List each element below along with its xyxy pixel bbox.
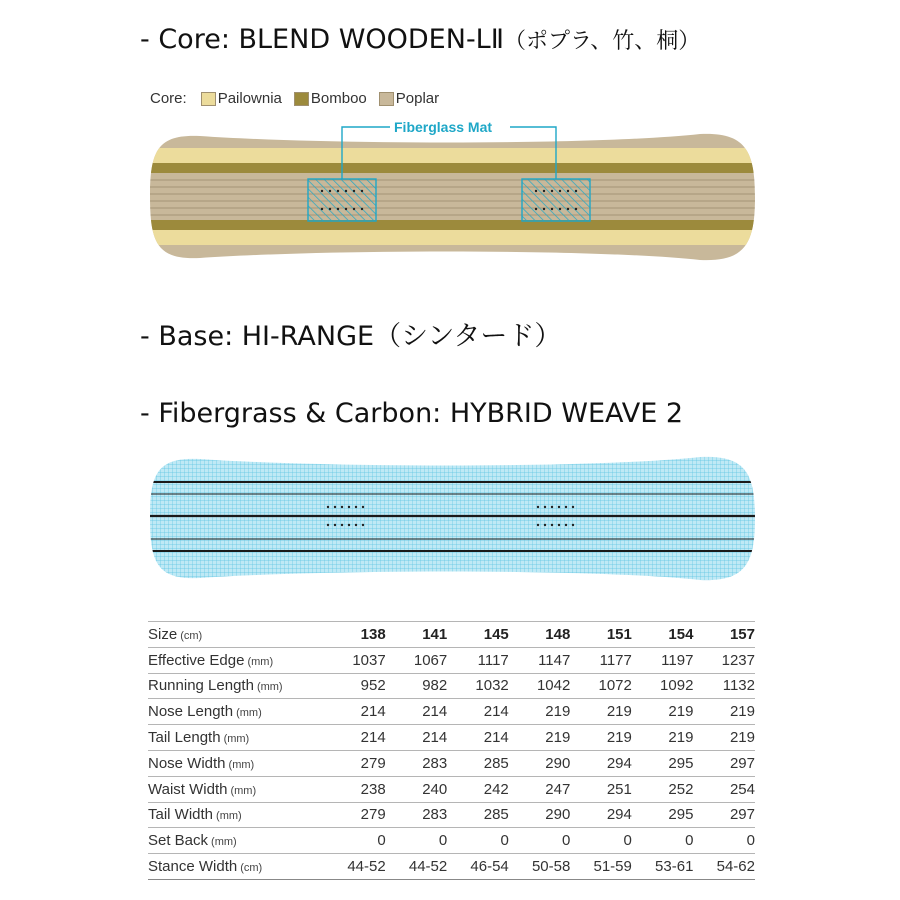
spec-row-header <box>148 725 324 751</box>
spec-row <box>148 750 755 776</box>
spec-row-unit: (cm) <box>240 862 263 875</box>
spec-value-cell: 1092 <box>632 673 694 699</box>
spec-value-cell: 247 <box>509 776 571 802</box>
spec-row-unit: (mm) <box>223 733 250 746</box>
spec-row <box>148 828 755 854</box>
spec-row-header <box>148 854 324 880</box>
spec-value-cell: 0 <box>509 828 571 854</box>
spec-table <box>148 621 755 880</box>
spec-value-cell: 242 <box>447 776 509 802</box>
spec-value-cell: 279 <box>324 750 386 776</box>
spec-row <box>148 776 755 802</box>
spec-row <box>148 699 755 725</box>
spec-row-unit: (mm) <box>228 758 255 771</box>
spec-row-label: Nose Length <box>148 703 234 721</box>
spec-value-cell: 295 <box>632 750 694 776</box>
legend-item-label: Bomboo <box>310 90 367 107</box>
spec-value-cell: 294 <box>570 802 632 828</box>
spec-row <box>148 725 755 751</box>
spec-row-unit: (mm) <box>216 810 242 823</box>
legend-item-label: Poplar <box>395 90 440 107</box>
spec-value-cell: 1117 <box>447 647 509 673</box>
size-cell: 157 <box>693 622 755 648</box>
spec-row-header <box>148 828 324 854</box>
spec-row-label: Effective Edge <box>148 651 245 669</box>
spec-value-cell: 0 <box>693 828 755 854</box>
spec-value-cell: 44-52 <box>324 854 386 880</box>
spec-value-cell: 283 <box>386 750 448 776</box>
size-cell: 141 <box>386 622 448 648</box>
spec-row-header <box>148 647 324 673</box>
spec-value-cell: 219 <box>632 699 694 725</box>
spec-value-cell: 219 <box>509 725 571 751</box>
spec-value-cell: 219 <box>570 725 632 751</box>
spec-value-cell: 0 <box>447 828 509 854</box>
spec-value-cell: 54-62 <box>693 854 755 880</box>
spec-row-header <box>148 673 324 699</box>
spec-header-label <box>148 622 324 648</box>
fiberglass-weave <box>140 450 770 590</box>
spec-row-header <box>148 699 324 725</box>
spec-value-cell: 290 <box>509 802 571 828</box>
spec-value-cell: 1067 <box>386 647 448 673</box>
spec-row-unit: (mm) <box>236 707 262 720</box>
spec-row <box>148 673 755 699</box>
spec-value-cell: 219 <box>693 725 755 751</box>
spec-value-cell: 50-58 <box>509 854 571 880</box>
spec-value-cell: 285 <box>447 750 509 776</box>
spec-value-cell: 240 <box>386 776 448 802</box>
size-cell: 151 <box>570 622 632 648</box>
spec-value-cell: 279 <box>324 802 386 828</box>
spec-value-cell: 297 <box>693 750 755 776</box>
spec-row-unit: (mm) <box>230 784 257 797</box>
spec-value-cell: 295 <box>632 802 694 828</box>
spec-value-cell: 238 <box>324 776 386 802</box>
spec-header-row <box>148 622 755 648</box>
spec-value-cell: 252 <box>632 776 694 802</box>
spec-value-cell: 46-54 <box>447 854 509 880</box>
spec-value-cell: 0 <box>570 828 632 854</box>
spec-row-label: Tail Length <box>148 729 221 747</box>
spec-value-cell: 290 <box>509 750 571 776</box>
spec-row-label: Tail Width <box>148 806 214 824</box>
spec-value-cell: 982 <box>386 673 448 699</box>
legend-item-label: Pailownia <box>217 90 282 107</box>
spec-value-cell: 254 <box>693 776 755 802</box>
spec-value-cell: 1032 <box>447 673 509 699</box>
size-cell: 154 <box>632 622 694 648</box>
spec-row-header <box>148 750 324 776</box>
spec-value-cell: 1072 <box>570 673 632 699</box>
spec-row-unit: (mm) <box>211 836 237 849</box>
core-legend-label: Core: <box>150 90 187 107</box>
base-heading: - Base: HI-RANGE（シンタード） <box>140 321 562 352</box>
spec-value-cell: 44-52 <box>386 854 448 880</box>
size-cell: 148 <box>509 622 571 648</box>
size-cell: 145 <box>447 622 509 648</box>
spec-value-cell: 214 <box>386 725 448 751</box>
spec-value-cell: 1042 <box>509 673 571 699</box>
spec-value-cell: 214 <box>447 725 509 751</box>
spec-value-cell: 251 <box>570 776 632 802</box>
spec-row <box>148 647 755 673</box>
fiber-heading: - Fibergrass & Carbon: HYBRID WEAVE 2 <box>140 398 684 429</box>
spec-value-cell: 51-59 <box>570 854 632 880</box>
weave-layers <box>140 450 770 590</box>
spec-value-cell: 1132 <box>693 673 755 699</box>
spec-value-cell: 1237 <box>693 647 755 673</box>
spec-value-cell: 214 <box>324 725 386 751</box>
spec-value-cell: 1197 <box>632 647 694 673</box>
spec-value-cell: 214 <box>324 699 386 725</box>
spec-row-label: Running Length <box>148 677 254 695</box>
spec-value-cell: 1147 <box>509 647 571 673</box>
spec-value-cell: 219 <box>693 699 755 725</box>
spec-value-cell: 219 <box>570 699 632 725</box>
spec-row-unit: (cm) <box>180 629 203 642</box>
spec-row <box>148 854 755 880</box>
spec-value-cell: 53-61 <box>632 854 694 880</box>
spec-row-label: Waist Width <box>148 780 228 798</box>
core-heading-jp: （ポプラ、竹、桐） <box>504 29 701 54</box>
spec-value-cell: 214 <box>386 699 448 725</box>
spec-row-label: Stance Width <box>148 858 238 876</box>
spec-value-cell: 297 <box>693 802 755 828</box>
spec-row-header <box>148 776 324 802</box>
size-cell: 138 <box>324 622 386 648</box>
fiberglass-mat-label: Fiberglass Mat <box>390 119 496 135</box>
spec-value-cell: 294 <box>570 750 632 776</box>
spec-row-label: Set Back <box>148 832 209 850</box>
spec-row-header <box>148 802 324 828</box>
spec-value-cell: 219 <box>509 699 571 725</box>
spec-value-cell: 283 <box>386 802 448 828</box>
spec-value-cell: 285 <box>447 802 509 828</box>
spec-row <box>148 802 755 828</box>
spec-row-unit: (mm) <box>256 681 283 694</box>
spec-value-cell: 219 <box>632 725 694 751</box>
spec-row-label: Size <box>148 625 178 643</box>
spec-value-cell: 214 <box>447 699 509 725</box>
spec-row-unit: (mm) <box>247 655 274 668</box>
spec-row-label: Nose Width <box>148 754 226 772</box>
spec-value-cell: 0 <box>632 828 694 854</box>
spec-value-cell: 952 <box>324 673 386 699</box>
spec-value-cell: 1177 <box>570 647 632 673</box>
spec-value-cell: 1037 <box>324 647 386 673</box>
spec-value-cell: 0 <box>324 828 386 854</box>
core-heading-text: - Core: BLEND WOODEN-LⅡ <box>140 24 505 55</box>
spec-value-cell: 0 <box>386 828 448 854</box>
